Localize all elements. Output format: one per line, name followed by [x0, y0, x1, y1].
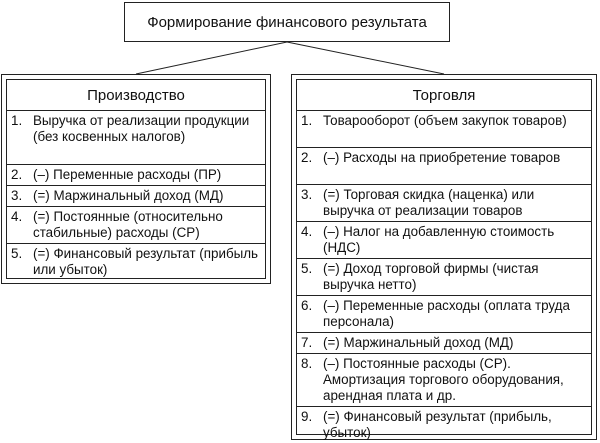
step-text: (=) Доход торговой фирмы (чистая выручка нетто) [323, 261, 539, 292]
step-number: 7. [301, 335, 313, 350]
step-text: (–) Постоянные расходы (СР). Амортизация торгового оборудования, арендная плата и др. [323, 356, 564, 403]
step-number: 2. [11, 167, 23, 182]
step-text: (=) Торговая скидка (наценка) или выручка от реализации товаров [323, 187, 535, 218]
step-number: 4. [11, 209, 23, 224]
step-number: 5. [301, 261, 313, 276]
step-number: 2. [301, 150, 313, 165]
step-number: 1. [11, 113, 23, 128]
trade-header [297, 80, 591, 111]
production-inner-frame [6, 79, 266, 279]
list-item [297, 333, 591, 354]
trade-steps [297, 111, 591, 443]
title-box [124, 2, 450, 42]
production-header [7, 80, 265, 111]
step-text: (=) Постоянные (относительно стабильные) расходы (СР) [33, 209, 223, 240]
step-text: (=) Маржинальный доход (МД) [323, 335, 514, 350]
list-item [297, 296, 591, 333]
list-item [297, 148, 591, 185]
connector-right [287, 42, 444, 74]
step-number: 1. [301, 113, 313, 128]
connector-left [136, 42, 287, 74]
step-number: 8. [301, 356, 313, 371]
list-item [297, 354, 591, 407]
trade-inner-frame [296, 79, 592, 440]
list-item [7, 186, 265, 207]
list-item [7, 111, 265, 165]
production-header-label: Производство [87, 86, 185, 104]
step-text: Выручка от реализации продукции (без косвенных налогов) [33, 113, 250, 144]
step-text: Товарооборот (объем закупок товаров) [323, 113, 567, 128]
list-item [297, 407, 591, 443]
step-number: 4. [301, 224, 313, 239]
list-item [7, 244, 265, 280]
step-text: (=) Финансовый результат (прибыль или убыток) [33, 246, 259, 277]
step-text: (–) Налог на добавленную стоимость (НДС) [323, 224, 555, 255]
list-item [297, 222, 591, 259]
step-number: 9. [301, 409, 313, 424]
diagram-title: Формирование финансового результата [147, 13, 427, 31]
step-text: (–) Переменные расходы (оплата труда персонала) [323, 298, 570, 329]
list-item [297, 259, 591, 296]
step-number: 6. [301, 298, 313, 313]
step-text: (=) Маржинальный доход (МД) [33, 188, 224, 203]
production-steps [7, 111, 265, 280]
step-number: 5. [11, 246, 23, 261]
step-number: 3. [11, 188, 23, 203]
trade-column [291, 74, 597, 440]
step-text: (–) Переменные расходы (ПР) [33, 167, 222, 182]
trade-header-label: Торговля [412, 86, 476, 104]
list-item [297, 111, 591, 148]
list-item [7, 207, 265, 244]
step-text: (=) Финансовый результат (прибыль, убыток) [323, 409, 552, 440]
step-number: 3. [301, 187, 313, 202]
list-item [297, 185, 591, 222]
step-text: (–) Расходы на приобретение товаров [323, 150, 561, 165]
list-item [7, 165, 265, 186]
production-column [1, 74, 271, 284]
